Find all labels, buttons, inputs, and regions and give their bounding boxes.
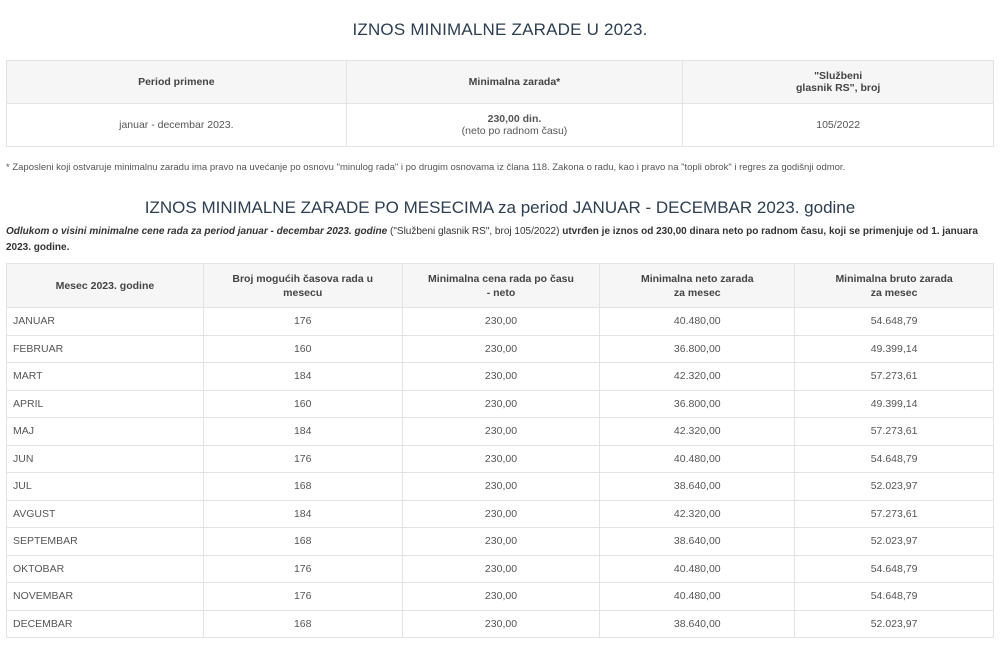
- net-cell: 40.480,00: [600, 445, 795, 473]
- gross-cell: 54.648,79: [795, 555, 994, 583]
- header-month: Mesec 2023. godine: [7, 264, 204, 308]
- table-row: [7, 335, 994, 363]
- table-row: [7, 583, 994, 611]
- header-hours-line2: mesecu: [283, 286, 323, 299]
- hours-cell: 184: [203, 418, 402, 446]
- summary-gazette-cell: 105/2022: [683, 104, 994, 147]
- net-cell: 38.640,00: [600, 610, 795, 638]
- month-cell: JUL: [7, 473, 204, 501]
- table-row: [7, 418, 994, 446]
- hours-cell: 176: [203, 445, 402, 473]
- price-cell: 230,00: [402, 308, 600, 336]
- table-row: [7, 528, 994, 556]
- table-row: [7, 473, 994, 501]
- table-row: [7, 500, 994, 528]
- price-cell: 230,00: [402, 555, 600, 583]
- net-cell: 38.640,00: [600, 528, 795, 556]
- gross-cell: 52.023,97: [795, 473, 994, 501]
- month-cell: JANUAR: [7, 308, 204, 336]
- month-cell: APRIL: [7, 390, 204, 418]
- header-price: [402, 264, 600, 308]
- month-cell: MART: [7, 363, 204, 391]
- net-cell: 40.480,00: [600, 308, 795, 336]
- month-cell: MAJ: [7, 418, 204, 446]
- header-gazette-line1: "Službeni: [814, 70, 863, 82]
- price-cell: 230,00: [402, 473, 600, 501]
- price-cell: 230,00: [402, 445, 600, 473]
- gross-cell: 54.648,79: [795, 445, 994, 473]
- header-min-wage: Minimalna zarada*: [346, 61, 683, 104]
- table-row: [7, 308, 994, 336]
- monthly-header-row: [7, 264, 994, 308]
- header-net: [600, 264, 795, 308]
- header-net-line2: za mesec: [673, 286, 721, 299]
- header-gross-line2: za mesec: [870, 286, 918, 299]
- price-cell: 230,00: [402, 528, 600, 556]
- gross-cell: 54.648,79: [795, 583, 994, 611]
- summary-table: [6, 60, 994, 147]
- summary-amount: 230,00 din.: [487, 113, 542, 125]
- table-row: [7, 390, 994, 418]
- monthly-table: [6, 263, 994, 638]
- price-cell: 230,00: [402, 610, 600, 638]
- net-cell: 42.320,00: [600, 418, 795, 446]
- hours-cell: 160: [203, 390, 402, 418]
- gross-cell: 54.648,79: [795, 308, 994, 336]
- header-gazette: [683, 61, 994, 104]
- header-price-line2: - neto: [486, 286, 516, 299]
- month-cell: OKTOBAR: [7, 555, 204, 583]
- hours-cell: 168: [203, 528, 402, 556]
- header-gross: [795, 264, 994, 308]
- net-cell: 36.800,00: [600, 390, 795, 418]
- hours-cell: 176: [203, 308, 402, 336]
- page-title-monthly: IZNOS MINIMALNE ZARADE PO MESECIMA za period JANUAR - DECEMBAR 2023. godine: [144, 198, 856, 217]
- gross-cell: 49.399,14: [795, 390, 994, 418]
- table-row: [7, 445, 994, 473]
- month-cell: FEBRUAR: [7, 335, 204, 363]
- gross-cell: 52.023,97: [795, 528, 994, 556]
- hours-cell: 160: [203, 335, 402, 363]
- hours-cell: 168: [203, 473, 402, 501]
- header-gazette-line2: glasnik RS", broj: [795, 82, 881, 94]
- header-price-line1: Minimalna cena rada po času: [428, 272, 574, 285]
- page-title-annual: IZNOS MINIMALNE ZARADE U 2023.: [352, 20, 648, 39]
- intro-text: [6, 224, 996, 256]
- month-cell: SEPTEMBAR: [7, 528, 204, 556]
- net-cell: 40.480,00: [600, 583, 795, 611]
- intro-gazette: ("Službeni glasnik RS", broj 105/2022): [387, 226, 563, 237]
- price-cell: 230,00: [402, 363, 600, 391]
- hours-cell: 176: [203, 583, 402, 611]
- month-cell: NOVEMBAR: [7, 583, 204, 611]
- gross-cell: 57.273,61: [795, 363, 994, 391]
- summary-data-row: [7, 104, 994, 147]
- summary-period-cell: januar - decembar 2023.: [7, 104, 347, 147]
- price-cell: 230,00: [402, 335, 600, 363]
- gross-cell: 52.023,97: [795, 610, 994, 638]
- month-cell: AVGUST: [7, 500, 204, 528]
- hours-cell: 176: [203, 555, 402, 583]
- gross-cell: 57.273,61: [795, 500, 994, 528]
- header-hours: [203, 264, 402, 308]
- net-cell: 42.320,00: [600, 363, 795, 391]
- header-period: Period primene: [7, 61, 347, 104]
- header-net-line1: Minimalna neto zarada: [640, 272, 754, 285]
- month-cell: DECEMBAR: [7, 610, 204, 638]
- price-cell: 230,00: [402, 583, 600, 611]
- intro-decision: Odlukom o visini minimalne cene rada za period januar - decembar 2023. godine: [6, 226, 388, 237]
- intro-amount: utvrđen je iznos od 230,00 dinara neto po radnom času, koji se primenjuje od 1. januara 2023. godine.: [6, 226, 978, 253]
- month-cell: JUN: [7, 445, 204, 473]
- summary-amount-cell: [346, 104, 683, 147]
- net-cell: 40.480,00: [600, 555, 795, 583]
- hours-cell: 184: [203, 500, 402, 528]
- header-gross-line1: Minimalna bruto zarada: [835, 272, 953, 285]
- hours-cell: 184: [203, 363, 402, 391]
- net-cell: 36.800,00: [600, 335, 795, 363]
- gross-cell: 57.273,61: [795, 418, 994, 446]
- gross-cell: 49.399,14: [795, 335, 994, 363]
- footnote: * Zaposleni koji ostvaruje minimalnu zaradu ima pravo na uvećanje po osnovu "minulog rada" i po drugim osnovama iz člana 118. Zakona o radu, kao i pravo na "topli obrok" i regres za godišnji odmor.: [6, 162, 846, 173]
- net-cell: 42.320,00: [600, 500, 795, 528]
- summary-amount-note: (neto po radnom času): [461, 125, 568, 137]
- table-row: [7, 555, 994, 583]
- table-row: [7, 363, 994, 391]
- price-cell: 230,00: [402, 418, 600, 446]
- summary-header-row: [7, 61, 994, 104]
- net-cell: 38.640,00: [600, 473, 795, 501]
- price-cell: 230,00: [402, 500, 600, 528]
- table-row: [7, 610, 994, 638]
- header-hours-line1: Broj mogućih časova rada u: [232, 272, 374, 285]
- price-cell: 230,00: [402, 390, 600, 418]
- hours-cell: 168: [203, 610, 402, 638]
